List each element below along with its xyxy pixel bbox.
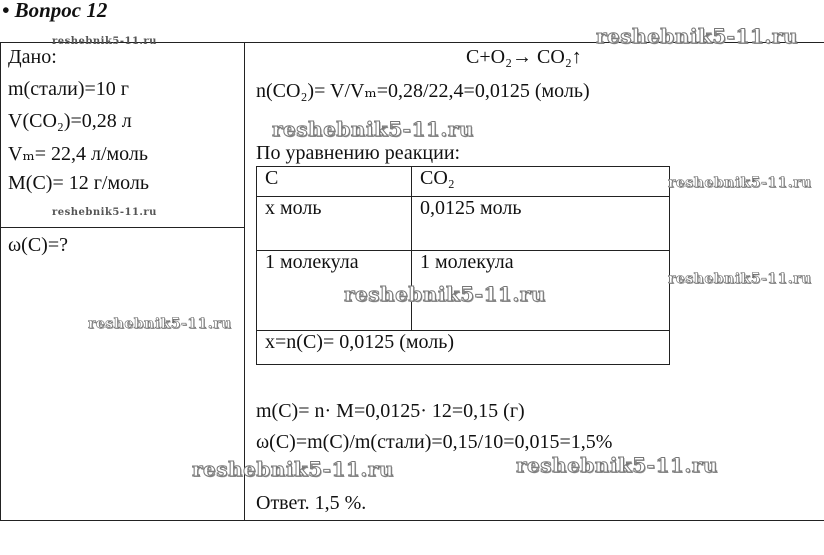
- table-cell-x-moles: х моль: [257, 197, 412, 251]
- table-header-c: C: [257, 167, 412, 197]
- watermark: reshebnik5-11.ru: [272, 117, 474, 141]
- table-result-row: х=n(C)= 0,0125 (моль): [257, 331, 670, 365]
- watermark: reshebnik5-11.ru: [596, 24, 798, 48]
- watermark: reshebnik5-11.ru: [192, 457, 394, 481]
- mass-fraction-step: ω(C)=m(C)/m(стали)=0,15/10=0,015=1,5%: [256, 431, 613, 453]
- carbon-mass-step: m(C)= n· M=0,0125· 12=0,15 (г): [256, 400, 525, 422]
- reaction-table: [256, 166, 670, 365]
- frame-bottom-border: [0, 520, 824, 521]
- frame-left-border: [0, 42, 1, 521]
- given-label: Дано:: [8, 46, 57, 68]
- given-molar-mass: M(C)= 12 г/моль: [8, 172, 149, 194]
- table-header-co2: CO₂: [412, 167, 670, 197]
- watermark: reshebnik5-11.ru: [668, 175, 812, 191]
- given-steel-mass: m(стали)=10 г: [8, 78, 129, 100]
- table-cell-co2-molecule: 1 молекула: [412, 251, 670, 331]
- watermark: reshebnik5-11.ru: [344, 282, 546, 306]
- question-heading: • Вопрос 12: [2, 0, 108, 22]
- watermark: reshebnik5-11.ru: [516, 453, 718, 477]
- given-molar-volume: Vₘ= 22,4 л/моль: [8, 143, 149, 165]
- watermark: reshebnik5-11.ru: [52, 36, 157, 47]
- given-find-divider: [0, 227, 244, 228]
- watermark: reshebnik5-11.ru: [52, 207, 157, 218]
- by-equation-label: По уравнению реакции:: [256, 142, 461, 164]
- watermark: reshebnik5-11.ru: [668, 271, 812, 287]
- co2-moles-step: n(CO₂)= V/Vₘ=0,28/22,4=0,0125 (моль): [256, 80, 590, 102]
- reaction-equation: C+O₂→ CO₂↑: [466, 46, 582, 68]
- table-cell-co2-moles: 0,0125 моль: [412, 197, 670, 251]
- find-label: ω(C)=?: [8, 234, 68, 256]
- watermark: reshebnik5-11.ru: [88, 316, 232, 332]
- given-co2-volume: V(CO₂)=0,28 л: [8, 110, 132, 132]
- answer-text: Ответ. 1,5 %.: [256, 492, 367, 514]
- table-cell-c-molecule: 1 молекула: [257, 251, 412, 331]
- frame-divider-vertical: [244, 42, 245, 521]
